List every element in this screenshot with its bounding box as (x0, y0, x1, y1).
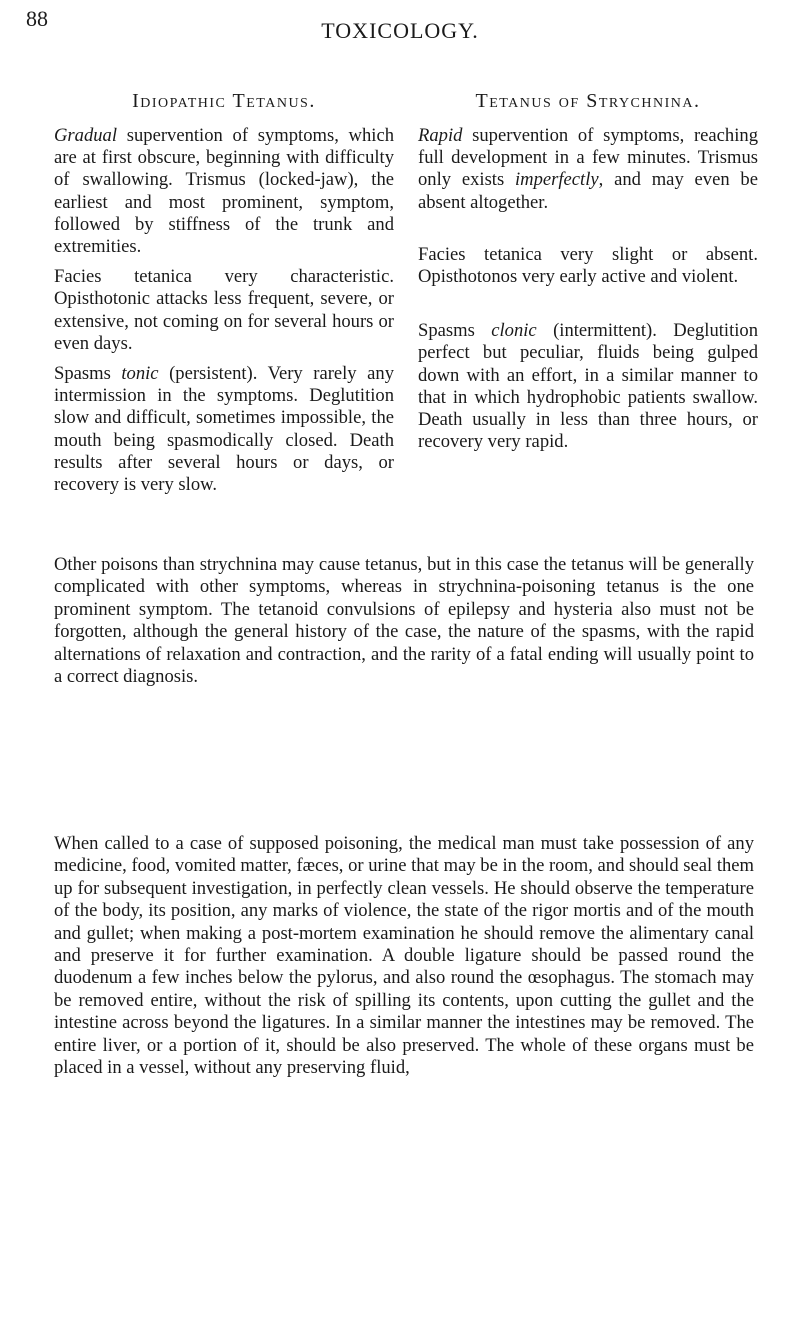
left-p3-emphasis: tonic (121, 363, 159, 385)
body-paragraph-medical-procedure: When called to a case of supposed poisoning, the medical man must take possession of any medicine, food, vomited matter, fæces, or urine that may be in the room, and should seal them up for subsequent investigation, in perfectly clean vessels. He should observe the temperature of the body, its position, any marks of violence, the state of the rigor mortis and of the mouth and gullet; when making a post-mortem examination he should remove the alimentary canal and preserve it for further examination. A double ligature should be passed round the duodenum a few inches below the pylorus, and also round the œsophagus. The stomach may be removed entire, without the risk of spilling its contents, upon cutting the gullet and the intestine across beyond the ligatures. In a similar manner the intestines may be removed. The entire liver, or a portion of it, should be also preserved. The whole of these organs must be placed in a vessel, without any preserving fluid, (54, 833, 754, 1079)
left-paragraph-2 (54, 266, 394, 355)
column-tetanus-of-strychnina (418, 90, 758, 453)
left-p1-text: supervention of symptoms, which are at first obscure, beginning with difficulty of swallowing. Trismus (locked-jaw), the earliest and most prominent, symptom, followed by stiffness of the trunk and extremities. (54, 125, 394, 258)
column-heading-right: Tetanus of Strychnina. (475, 90, 701, 112)
right-p1-post: , and may even be absent altogether. (418, 169, 758, 213)
right-p3-post: (intermittent). Deglutition perfect but peculiar, fluids being gulped down with an effort, in a similar manner to that in which hydrophobic patients swallow. Death usually in less than three hours, or recovery very rapid. (418, 320, 758, 453)
left-p2-text: Facies tetanica very characteristic. Opisthotonic attacks less frequent, severe, or extensive, not coming on for several hours or even days. (54, 266, 394, 354)
left-p3-pre: Spasms (54, 363, 122, 385)
left-p3-post: (persistent). Very rarely any intermission in the symptoms. Deglutition slow and difficult, sometimes impossible, the mouth being spasmodically closed. Death results after several hours or days, or recovery is very slow. (54, 363, 394, 496)
right-paragraph-2 (418, 244, 758, 288)
column-idiopathic-tetanus (54, 90, 394, 496)
right-paragraph-3 (418, 320, 758, 453)
right-p1-emphasis-2: imperfectly (515, 169, 599, 191)
right-paragraph-1 (418, 125, 758, 214)
body-paragraph-other-poisons: Other poisons than strychnina may cause tetanus, but in this case the tetanus will be generally complicated with other symptoms, whereas in strychnina-poisoning tetanus is the one prominent symptom. The tetanoid convulsions of epilepsy and hysteria also must not be forgotten, although the general history of the case, the nature of the spasms, with the rapid alternations of relaxation and contraction, and the rarity of a fatal ending will usually point to a correct diagnosis. (54, 554, 754, 688)
right-p2-text: Facies tetanica very slight or absent. Opisthotonos very early active and violent. (418, 243, 758, 288)
right-p3-emphasis: clonic (491, 320, 537, 342)
running-title: TOXICOLOGY. (321, 18, 479, 43)
right-p1-text: supervention of symptoms, reaching full development in a few minutes. Trismus only exists (418, 125, 758, 191)
column-heading-left: Idiopathic Tetanus. (132, 90, 316, 112)
right-p3-pre: Spasms (418, 320, 492, 342)
page-number: 88 (26, 6, 48, 31)
left-paragraph-1 (54, 125, 394, 258)
left-p1-emphasis: Gradual (54, 125, 118, 146)
right-p1-emphasis: Rapid (418, 125, 463, 146)
left-paragraph-3 (54, 363, 394, 496)
